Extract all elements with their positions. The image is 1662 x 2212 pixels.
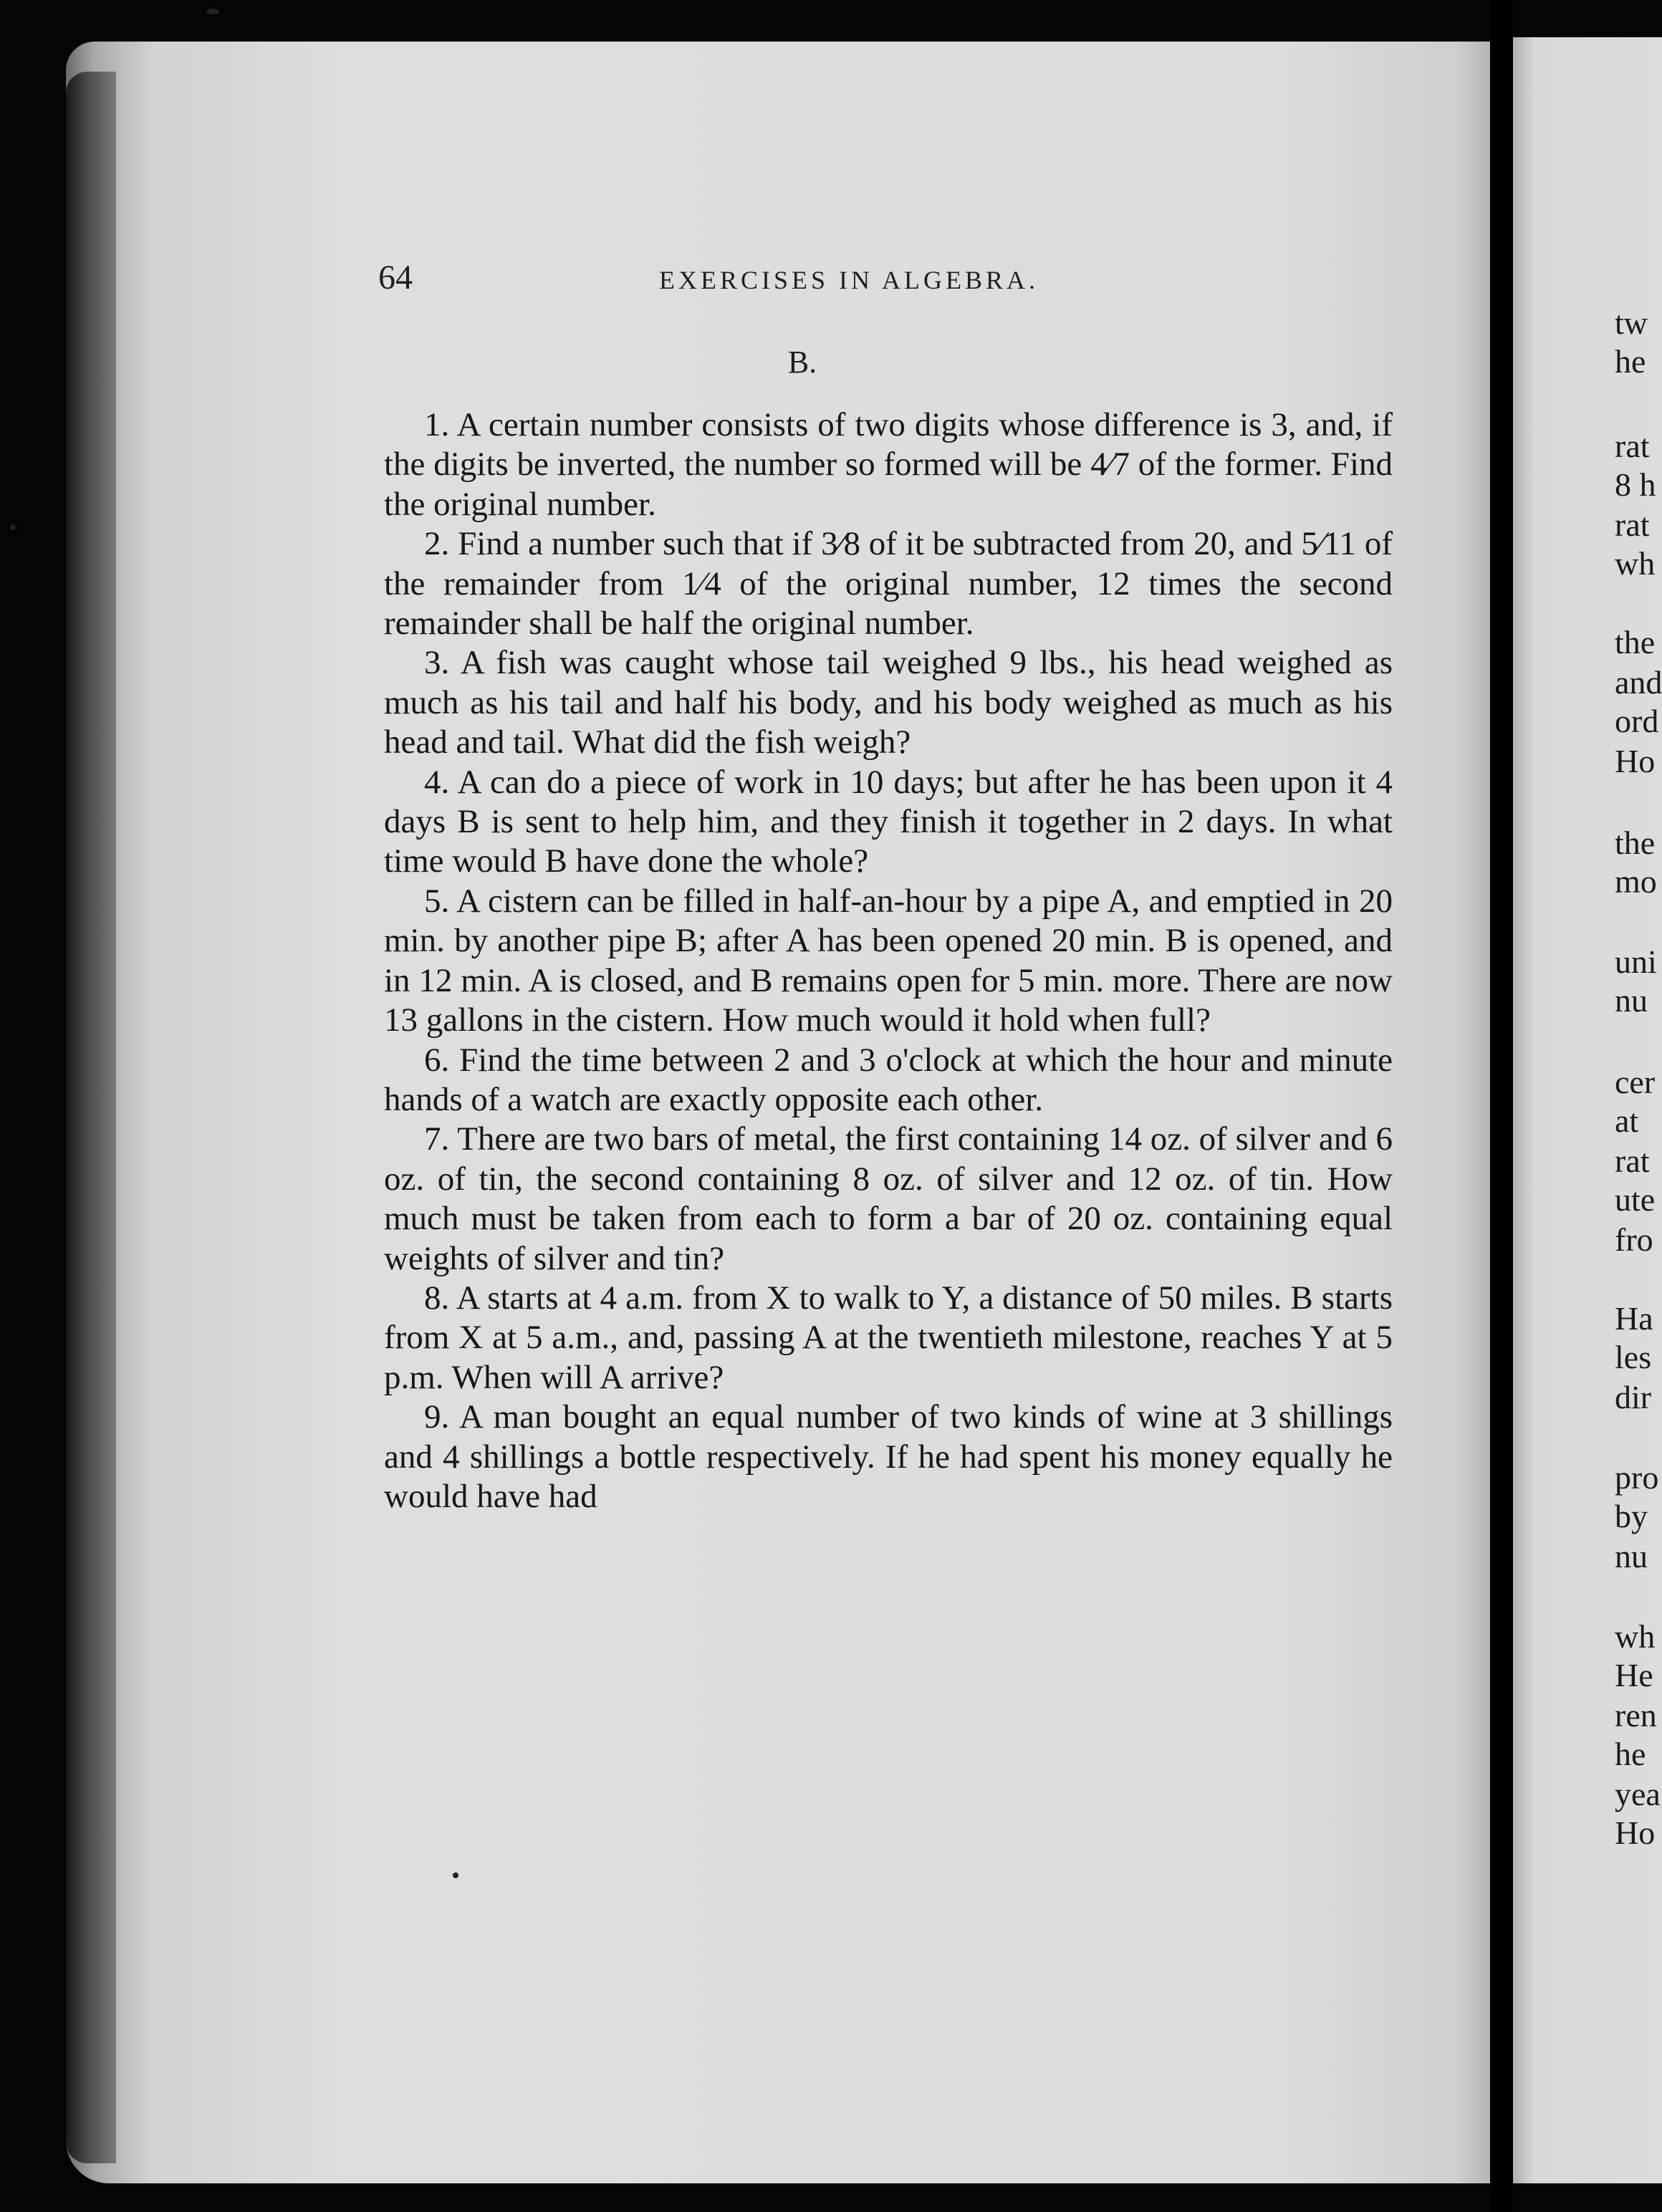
next-page-fragment: he	[1615, 1736, 1646, 1772]
next-page-fragment: mo	[1615, 863, 1657, 900]
next-page-fragment: he	[1615, 343, 1646, 380]
next-page-fragment: rat	[1615, 1143, 1650, 1179]
next-page-fragment: the	[1615, 824, 1656, 861]
running-head	[378, 258, 1396, 308]
next-page-fragment: by	[1615, 1498, 1648, 1534]
exercise-list	[384, 405, 1393, 1516]
exercise-8: 8. A starts at 4 a.m. from X to walk to Y, a distance of 50 miles. B starts from X at 5 a.m., and, passing A at the twentieth milestone, reaches Y at 5 p.m. When will A arrive?	[384, 1279, 1393, 1396]
next-page-fragment: 8 h	[1615, 466, 1656, 503]
next-page-fragment: nu	[1615, 982, 1648, 1019]
exercise-3: 3. A fish was caught whose tail weighed 9 lbs., his head weighed as much as his tail and half his body, and his body weighed as much as his head and tail. What did the fish weigh?	[384, 644, 1393, 761]
next-page-fragment: rat	[1615, 506, 1650, 543]
running-title: EXERCISES IN ALGEBRA.	[659, 266, 1039, 294]
page-gutter	[1490, 0, 1513, 2212]
exercise-6: 6. Find the time between 2 and 3 o'clock at which the hour and minute hands of a watch are exactly opposite each other.	[384, 1041, 1393, 1118]
next-page-fragment: cer	[1615, 1064, 1656, 1100]
next-page-fragment: Ho	[1615, 1814, 1656, 1851]
next-page-fragment: rat	[1615, 428, 1650, 464]
next-page-fragment: at	[1615, 1102, 1639, 1139]
next-page-fragment: nu	[1615, 1538, 1648, 1574]
exercise-1: 1. A certain number consists of two digits whose difference is 3, and, if the digits be inverted, the number so formed will be 4⁄7 of the former. Find the original number.	[384, 406, 1393, 523]
next-page-fragment: wh	[1615, 545, 1656, 582]
next-page-fragment: Ho	[1615, 743, 1656, 779]
next-page-fragment: He	[1615, 1657, 1653, 1693]
page-number: 64	[378, 259, 413, 297]
next-page-fragment: wh	[1615, 1618, 1656, 1655]
next-page-fragment: uni	[1615, 943, 1657, 980]
next-page-text-fragments	[1615, 0, 1662, 2212]
book-binding-edge	[66, 72, 116, 2163]
next-page-fragment: yea	[1615, 1776, 1661, 1812]
exercise-2: 2. Find a number such that if 3⁄8 of it be subtracted from 20, and 5⁄11 of the remainder from 1⁄4 of the original number, 12 times the second remainder shall be half the original number.	[384, 525, 1393, 643]
section-heading: B.	[787, 345, 817, 380]
exercise-9: 9. A man bought an equal number of two kinds of wine at 3 shillings and 4 shillings a bottle respectively. If he had spent his money equally he would have had	[384, 1398, 1393, 1515]
next-page-fragment: ute	[1615, 1181, 1656, 1218]
next-page-fragment: pro	[1615, 1459, 1659, 1496]
exercise-5: 5. A cistern can be filled in half-an-hour by a pipe A, and emptied in 20 min. by another pipe B; after A has been opened 20 min. B is opened, and in 12 min. A is closed, and B remains open for 5 min. more. There are now 13 gallons in the cistern. How much would it hold when full?	[384, 882, 1393, 1039]
next-page-fragment: fro	[1615, 1221, 1653, 1258]
next-page-fragment: dir	[1615, 1379, 1652, 1415]
next-page-fragment: and	[1615, 664, 1662, 701]
next-page-fragment: les	[1615, 1339, 1652, 1375]
scan-speck	[206, 9, 219, 14]
next-page-fragment: tw	[1615, 304, 1648, 341]
next-page-fragment: Ha	[1615, 1300, 1653, 1337]
exercise-7: 7. There are two bars of metal, the first containing 14 oz. of silver and 6 oz. of tin, the second containing 8 oz. of silver and 12 oz. of tin. How much must be taken from each to form a bar of 20 oz. containing equal weights of silver and tin?	[384, 1120, 1393, 1277]
next-page-fragment: ren	[1615, 1697, 1657, 1733]
next-page-fragment: the	[1615, 624, 1656, 660]
exercise-4: 4. A can do a piece of work in 10 days; but after he has been upon it 4 days B is sent to help him, and they finish it together in 2 days. In what time would B have done the whole?	[384, 763, 1393, 880]
scan-speck	[453, 1872, 458, 1878]
scan-speck	[10, 524, 16, 530]
next-page-fragment: ord	[1615, 703, 1659, 739]
